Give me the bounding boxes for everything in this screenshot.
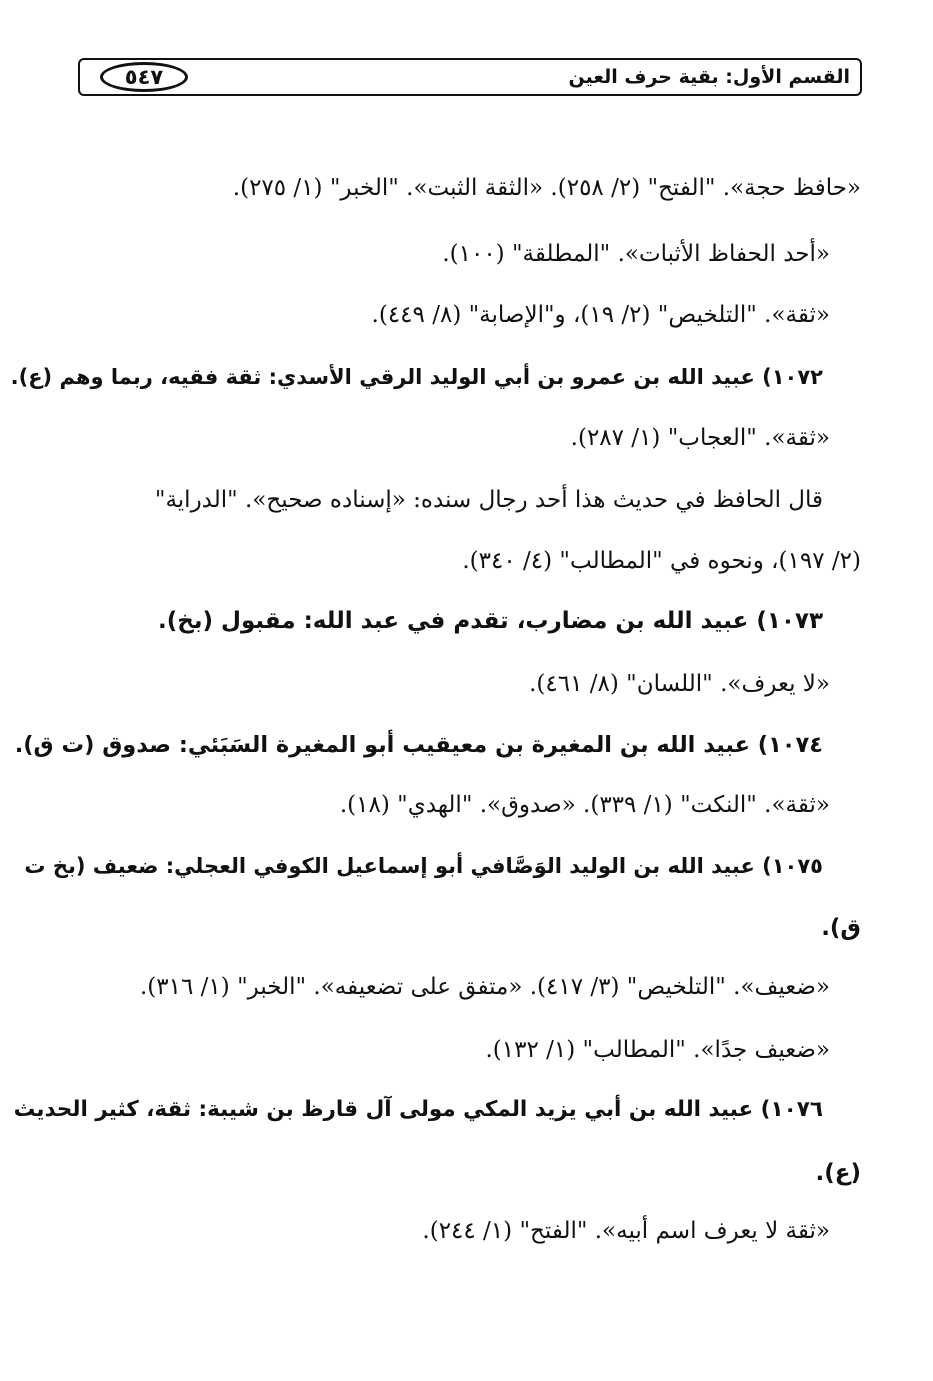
entry-line: ١٠٧٤) عبيد الله بن المغيرة بن معيقيب أبو المغيرة السَبَئي: صدوق (ت ق). — [14, 732, 823, 758]
page-header — [78, 58, 862, 96]
section-title: القسم الأول: بقية حرف العين — [568, 66, 850, 88]
entry-line: ١٠٧٦) عبيد الله بن أبي يزيد المكي مولى آل قارظ بن شيبة: ثقة، كثير الحديث — [13, 1097, 823, 1122]
text-line: «حافظ حجة». "الفتح" (٢/ ٢٥٨). «الثقة الثبت». "الخبر" (١/ ٢٧٥). — [232, 175, 861, 201]
text-line: «ثقة». "العجاب" (١/ ٢٨٧). — [570, 425, 830, 451]
entry-line: (ع). — [815, 1160, 861, 1186]
text-line: (٢/ ١٩٧)، ونحوه في "المطالب" (٤/ ٣٤٠). — [462, 548, 861, 574]
text-line: «ضعيف». "التلخيص" (٣/ ٤١٧). «متفق على تضعيفه». "الخبر" (١/ ٣١٦). — [140, 974, 830, 1000]
text-line: «ثقة». "التلخيص" (٢/ ١٩)، و"الإصابة" (٨/ ٤٤٩). — [371, 302, 830, 328]
text-line: «ضعيف جدًا». "المطالب" (١/ ١٣٢). — [485, 1037, 830, 1063]
entry-line: ١٠٧٢) عبيد الله بن عمرو بن أبي الوليد الرقي الأسدي: ثقة فقيه، ربما وهم (ع). — [10, 365, 823, 389]
text-line: قال الحافظ في حديث هذا أحد رجال سنده: «إسناده صحيح». "الدراية" — [154, 487, 823, 513]
entry-line: ١٠٧٥) عبيد الله بن الوليد الوَصَّافي أبو إسماعيل الكوفي العجلي: ضعيف (بخ ت — [24, 854, 823, 878]
text-line: «أحد الحفاظ الأثبات». "المطلقة" (١٠٠). — [442, 241, 830, 267]
text-line: «ثقة». "النكت" (١/ ٣٣٩). «صدوق». "الهدي" (١٨). — [339, 792, 830, 818]
entry-line: ق). — [821, 915, 861, 941]
entry-line: ١٠٧٣) عبيد الله بن مضارب، تقدم في عبد الله: مقبول (بخ). — [158, 608, 823, 634]
text-line: «ثقة لا يعرف اسم أبيه». "الفتح" (١/ ٢٤٤). — [422, 1218, 830, 1244]
text-line: «لا يعرف». "اللسان" (٨/ ٤٦١). — [529, 671, 830, 697]
page-number: ٥٤٧ — [100, 62, 188, 92]
